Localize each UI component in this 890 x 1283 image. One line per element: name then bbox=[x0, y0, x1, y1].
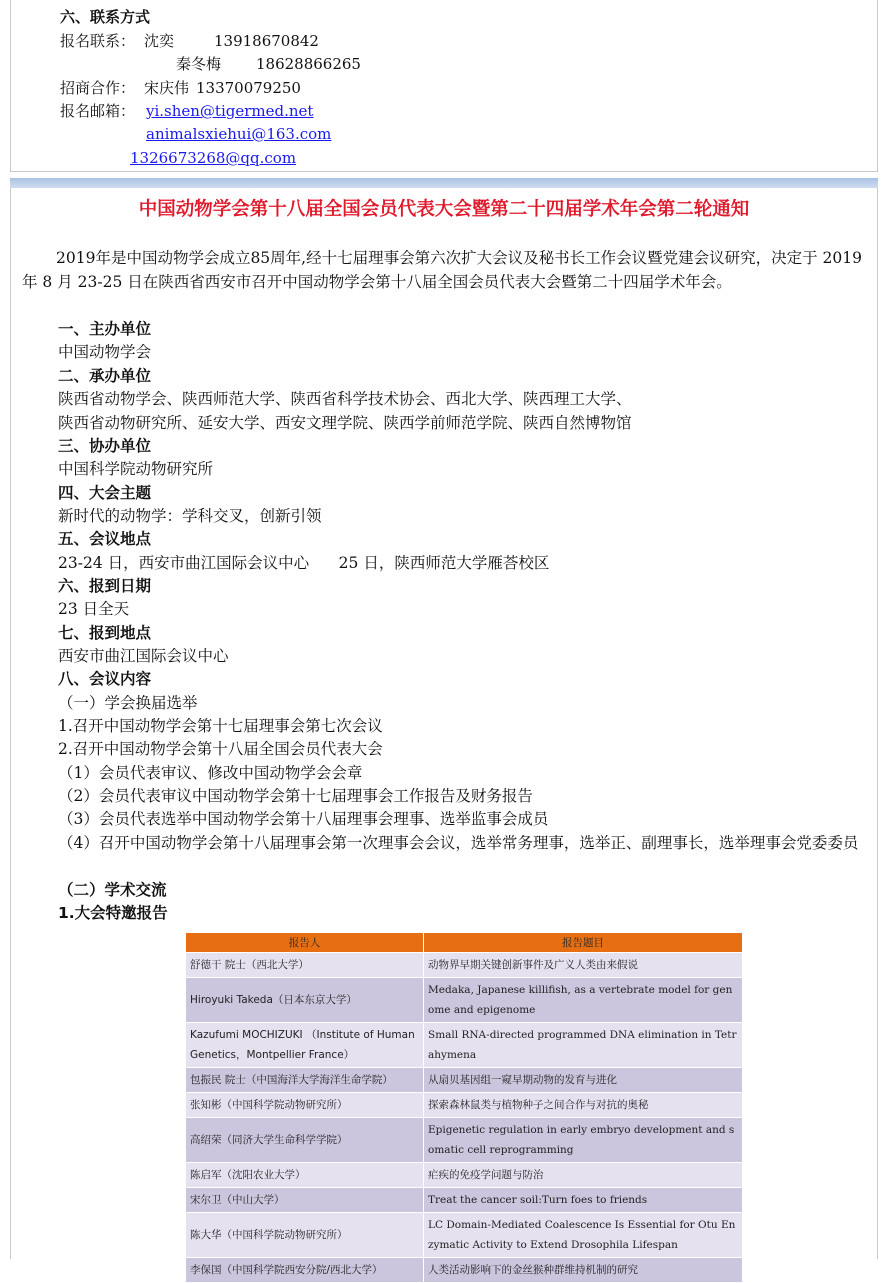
table-row bbox=[186, 1188, 743, 1213]
speaker-cell: 李保国（中国科学院西安分院/西北大学） bbox=[186, 1258, 424, 1283]
title-cell: Epigenetic regulation in early embryo development and somatic cell reprogramming bbox=[424, 1118, 743, 1163]
notice-intro bbox=[22, 247, 878, 294]
speaker-cell: Hiroyuki Takeda（日本东京大学） bbox=[186, 978, 424, 1023]
speaker-cell: 舒德干 院士（西北大学） bbox=[186, 953, 424, 978]
title-cell: 动物界早期关键创新事件及广义人类由来假说 bbox=[424, 953, 743, 978]
email-link[interactable]: 1326673268@qq.com bbox=[130, 149, 297, 167]
speaker-cell: Kazufumi MOCHIZUKI （Institute of Human Genetics，Montpellier France） bbox=[186, 1023, 424, 1068]
email-line-2 bbox=[146, 124, 331, 144]
section-heading: 一、主办单位 bbox=[58, 320, 152, 338]
contact-phone: 13918670842 bbox=[214, 32, 319, 50]
speaker-cell: 包振民 院士（中国海洋大学海洋生命学院） bbox=[186, 1068, 424, 1093]
title-cell: Small RNA-directed programmed DNA elimination in Tetrahymena bbox=[424, 1023, 743, 1068]
section-text: 23-24 日，西安市曲江国际会议中心 25 日，陕西师范大学雁荅校区 bbox=[58, 554, 550, 572]
signup-label: 报名联系： bbox=[60, 32, 136, 50]
sponsor-label: 招商合作： bbox=[60, 79, 136, 97]
contact-heading: 六、联系方式 bbox=[60, 8, 151, 26]
section-heading: 八、会议内容 bbox=[58, 670, 152, 688]
title-cell: 人类活动影响下的金丝猴种群维持机制的研究 bbox=[424, 1258, 743, 1283]
subsection-heading: （二）学术交流 bbox=[58, 881, 167, 899]
title-cell: 探索森林鼠类与植物种子之间合作与对抗的奥秘 bbox=[424, 1093, 743, 1118]
column-header-speaker: 报告人 bbox=[186, 933, 424, 953]
email-label: 报名邮箱： bbox=[60, 102, 136, 120]
speaker-cell: 陈大华（中国科学院动物研究所） bbox=[186, 1213, 424, 1258]
title-cell: 从扇贝基因组一窥早期动物的发育与进化 bbox=[424, 1068, 743, 1093]
column-header-title: 报告题目 bbox=[424, 933, 743, 953]
invited-report-table bbox=[185, 932, 743, 1283]
speaker-cell: 张知彬（中国科学院动物研究所） bbox=[186, 1093, 424, 1118]
list-item: （1）会员代表审议、修改中国动物学会会章 bbox=[58, 764, 363, 782]
contact-phone: 13370079250 bbox=[196, 79, 301, 97]
list-item: 1.召开中国动物学会第十七届理事会第七次会议 bbox=[58, 717, 383, 735]
list-item: （2）会员代表审议中国动物学会第十七届理事会工作报告及财务报告 bbox=[58, 787, 533, 805]
table-header-row bbox=[186, 933, 743, 953]
table-row bbox=[186, 1023, 743, 1068]
speaker-cell: 宋尔卫（中山大学） bbox=[186, 1188, 424, 1213]
section-text: 陕西省动物研究所、延安大学、西安文理学院、陕西学前师范学院、陕西自然博物馆 bbox=[58, 414, 632, 432]
email-link[interactable]: yi.shen@tigermed.net bbox=[146, 102, 314, 120]
table-row bbox=[186, 1213, 743, 1258]
list-item: 2.召开中国动物学会第十八届全国会员代表大会 bbox=[58, 740, 383, 758]
section-text: 新时代的动物学：学科交叉，创新引领 bbox=[58, 507, 322, 525]
section-heading: 二、承办单位 bbox=[58, 367, 152, 385]
speaker-cell: 高绍荣（同济大学生命科学学院） bbox=[186, 1118, 424, 1163]
title-cell: 疟疾的免疫学问题与防治 bbox=[424, 1163, 743, 1188]
section-heading: 五、会议地点 bbox=[58, 530, 152, 548]
section-text: 中国科学院动物研究所 bbox=[58, 460, 214, 478]
title-cell: Treat the cancer soil:Turn foes to friends bbox=[424, 1188, 743, 1213]
section-heading: 三、协办单位 bbox=[58, 437, 152, 455]
table-row bbox=[186, 953, 743, 978]
intro-paragraph: 2019年是中国动物学会成立85周年,经十七届理事会第六次扩大会议及秘书长工作会议暨党建会议研究，决定于 2019 年 8 月 23-25 日在陕西省西安市召开中国动物学会第十八届全国会员代表大会暨第二十四届学术年会。 bbox=[22, 249, 862, 291]
list-item: 1.大会特邀报告 bbox=[58, 904, 168, 922]
table-row bbox=[186, 1258, 743, 1283]
email-line-3 bbox=[130, 148, 296, 168]
list-item: （4）召开中国动物学会第十八届理事会第一次理事会会议，选举常务理事，选举正、副理事长，选举理事会党委委员 bbox=[58, 834, 859, 852]
speaker-cell: 陈启军（沈阳农业大学） bbox=[186, 1163, 424, 1188]
section-divider bbox=[10, 178, 878, 188]
table-row bbox=[186, 1093, 743, 1118]
contact-name: 秦冬梅 bbox=[176, 55, 222, 73]
section-text: 陕西省动物学会、陕西师范大学、陕西省科学技术协会、西北大学、陕西理工大学、 bbox=[58, 390, 632, 408]
title-cell: Medaka, Japanese killifish, as a vertebrate model for genome and epigenome bbox=[424, 978, 743, 1023]
contact-name: 沈奕 bbox=[144, 32, 175, 50]
email-link[interactable]: animalsxiehui@163.com bbox=[146, 125, 332, 143]
section-text: 西安市曲江国际会议中心 bbox=[58, 647, 229, 665]
table-row bbox=[186, 1163, 743, 1188]
section-heading: 四、大会主题 bbox=[58, 484, 152, 502]
contact-phone: 18628866265 bbox=[256, 55, 361, 73]
contact-name: 宋庆伟 bbox=[144, 79, 190, 97]
table-row bbox=[186, 978, 743, 1023]
table-row bbox=[186, 1068, 743, 1093]
subsection-heading: （一）学会换届选举 bbox=[58, 694, 198, 712]
table-row bbox=[186, 1118, 743, 1163]
notice-title: 中国动物学会第十八届全国会员代表大会暨第二十四届学术年会第二轮通知 bbox=[138, 199, 750, 220]
list-item: （3）会员代表选举中国动物学会第十八届理事会理事、选举监事会成员 bbox=[58, 810, 549, 828]
section-heading: 六、报到日期 bbox=[58, 577, 152, 595]
section-text: 23 日全天 bbox=[58, 600, 130, 618]
section-text: 中国动物学会 bbox=[58, 343, 152, 361]
title-cell: LC Domain-Mediated Coalescence Is Essential for Otu Enzymatic Activity to Extend Drosophila Lifespan bbox=[424, 1213, 743, 1258]
section-heading: 七、报到地点 bbox=[58, 624, 152, 642]
